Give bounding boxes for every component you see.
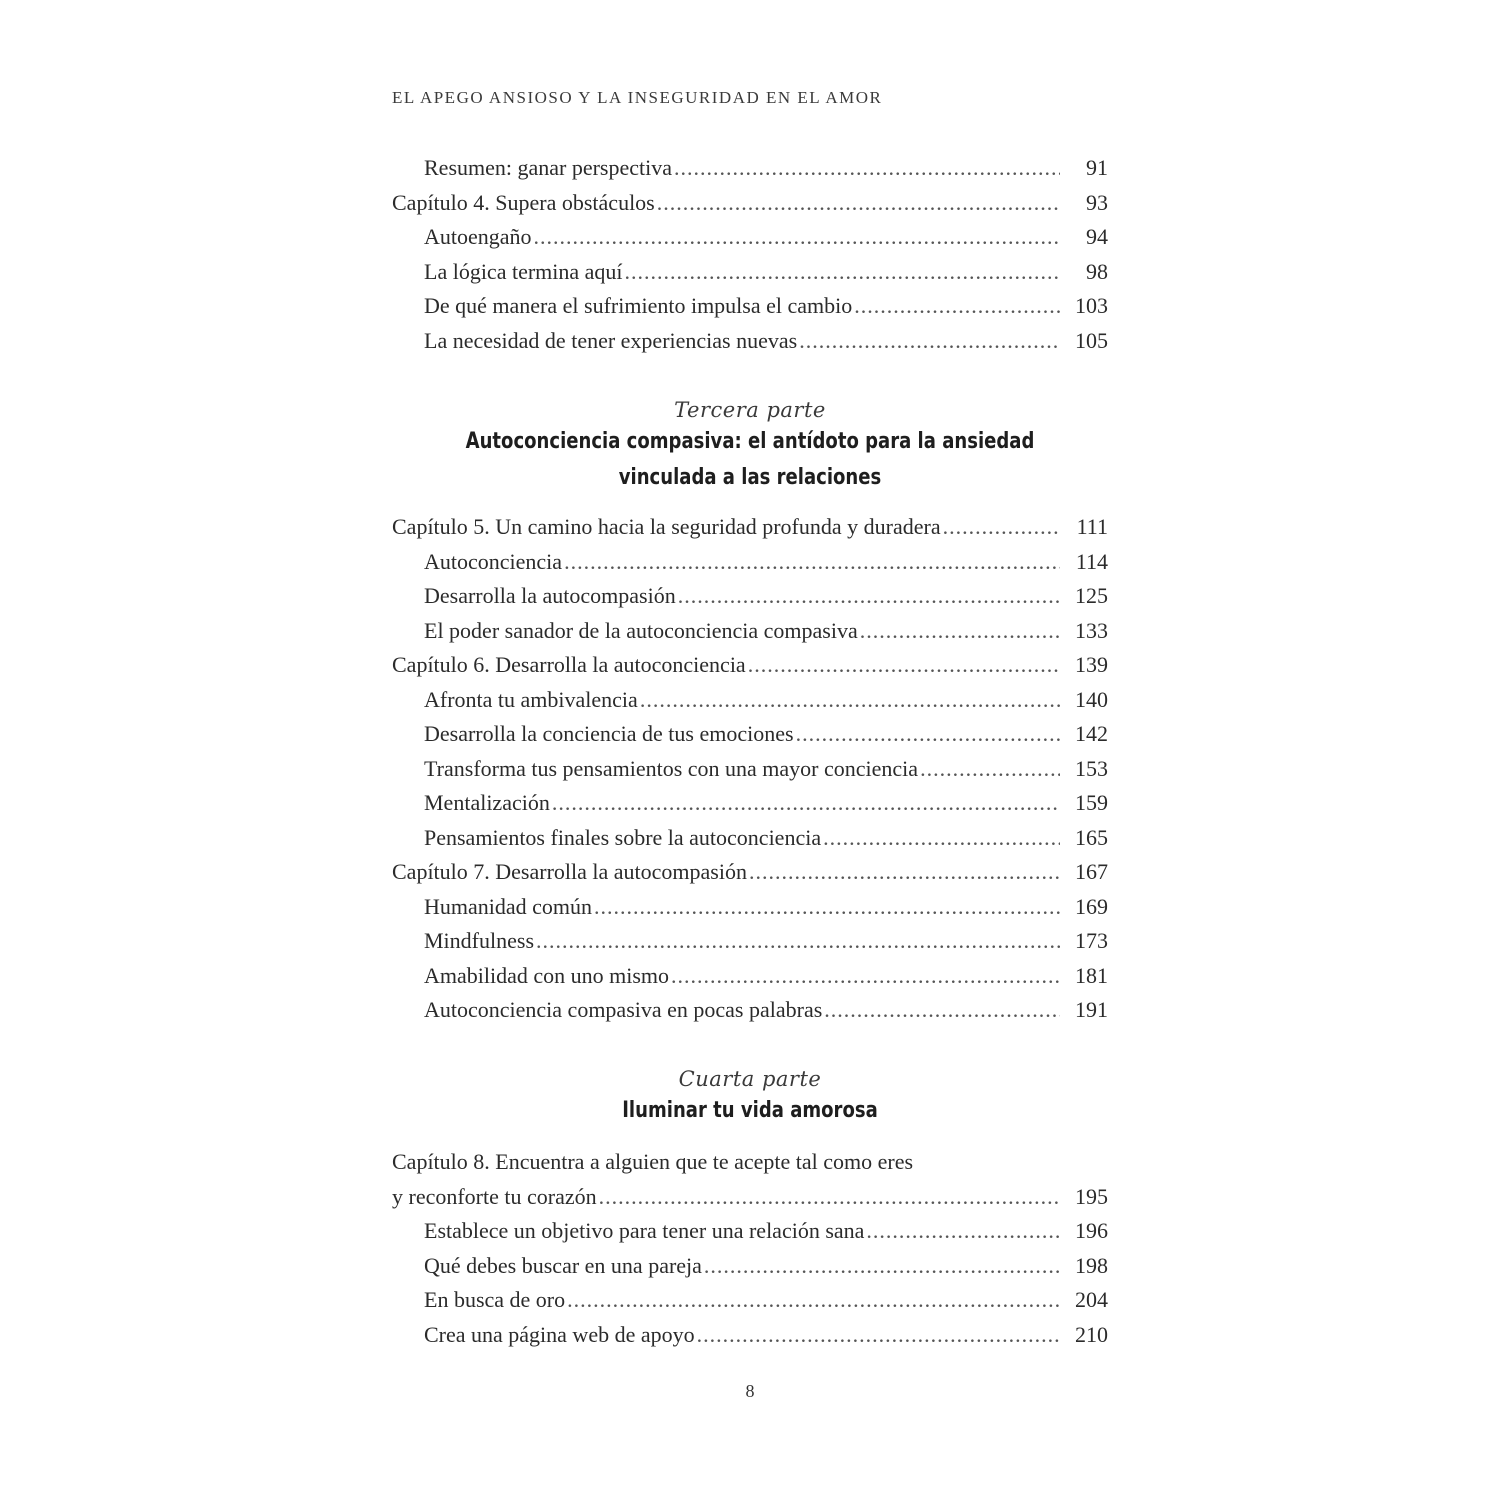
toc-entry-title: Capítulo 7. Desarrolla la autocompasión [392, 859, 747, 884]
toc-entry[interactable] [392, 1318, 1108, 1353]
dot-leader [599, 1180, 1060, 1215]
dot-leader [823, 821, 1060, 856]
toc-entry-title: Pensamientos finales sobre la autoconciencia [424, 824, 822, 850]
dot-leader [625, 255, 1060, 290]
dot-leader [678, 579, 1060, 614]
toc-section-b [392, 510, 1108, 1028]
toc-entry[interactable] [392, 1249, 1108, 1284]
toc-entry-page: 195 [1075, 1183, 1108, 1209]
part-title: Iluminar tu vida amorosa [622, 1098, 878, 1123]
toc-entry[interactable] [392, 890, 1108, 925]
toc-entry-page: 167 [1075, 859, 1108, 884]
toc-entry[interactable] [392, 289, 1108, 324]
toc-entry-title: Autoconciencia [424, 548, 563, 574]
toc-entry-title: Resumen: ganar perspectiva [424, 155, 673, 180]
toc-entry-title: Capítulo 6. Desarrolla la autoconciencia [392, 652, 746, 677]
dot-leader [657, 186, 1060, 221]
part-title: Autoconciencia compasiva: el antídoto para la ansiedad [465, 429, 1035, 454]
toc-entry-page: 125 [1075, 583, 1108, 608]
dot-leader [697, 1318, 1060, 1353]
part-label: Tercera parte [674, 398, 826, 422]
dot-leader [943, 510, 1060, 545]
toc-entry-page: 133 [1075, 617, 1108, 643]
toc-entry-title: Desarrolla la conciencia de tus emociones [424, 721, 794, 746]
toc-entry[interactable] [392, 324, 1108, 359]
running-head: EL APEGO ANSIOSO Y LA INSEGURIDAD EN EL AMOR [392, 88, 883, 107]
dot-leader [594, 890, 1060, 925]
toc-entry-title: De qué manera el sufrimiento impulsa el cambio [424, 293, 853, 318]
toc-entry-page: 105 [1075, 327, 1108, 353]
dot-leader [674, 151, 1060, 186]
toc-entry-title: En busca de oro [424, 1287, 566, 1312]
toc-section-c [392, 1145, 1108, 1352]
toc-entry-title: Establece un objetivo para tener una relación sana [424, 1218, 865, 1243]
toc-entry-title: Qué debes buscar en una pareja [424, 1252, 702, 1278]
toc-entry[interactable] [392, 786, 1108, 821]
toc-entry-page: 111 [1076, 514, 1108, 539]
toc-entry[interactable] [392, 1214, 1108, 1249]
toc-entry-title: La lógica termina aquí [424, 258, 623, 284]
toc-entry[interactable] [392, 220, 1108, 255]
part-four-heading [392, 1065, 1108, 1129]
toc-section-a [392, 151, 1108, 358]
toc-entry-page: 98 [1086, 258, 1108, 284]
toc-entry-page: 142 [1075, 721, 1108, 746]
dot-leader [749, 855, 1060, 890]
toc-entry-title: Desarrolla la autocompasión [424, 583, 676, 608]
toc-entry-title: Afronta tu ambivalencia [424, 686, 638, 712]
toc-entry-page: 165 [1075, 824, 1108, 850]
dot-leader [824, 993, 1060, 1028]
toc-entry-page: 114 [1075, 548, 1108, 574]
dot-leader [640, 683, 1060, 718]
toc-entry-page: 93 [1086, 189, 1108, 215]
toc-entry-title: Autoengaño [424, 224, 532, 249]
toc-entry[interactable] [392, 993, 1108, 1028]
toc-chapter-continuation[interactable] [392, 1180, 1108, 1215]
toc-entry-title: Amabilidad con uno mismo [424, 962, 670, 988]
part-title: vinculada a las relaciones [618, 465, 882, 490]
toc-entry-page: 210 [1075, 1321, 1108, 1347]
toc-entry[interactable] [392, 821, 1108, 856]
toc-entry[interactable] [392, 255, 1108, 290]
toc-entry[interactable] [392, 545, 1108, 580]
toc-entry-page: 153 [1075, 755, 1108, 781]
page-number: 8 [745, 1381, 755, 1401]
dot-leader [920, 752, 1060, 787]
toc-chapter[interactable] [392, 648, 1108, 683]
toc-entry-title: Mentalización [424, 790, 550, 815]
dot-leader [564, 545, 1060, 580]
part-label: Cuarta parte [678, 1067, 822, 1091]
dot-leader [748, 648, 1060, 683]
toc-entry-title: Capítulo 8. Encuentra a alguien que te acepte tal como eres [392, 1149, 914, 1174]
toc-entry-title: Capítulo 4. Supera obstáculos [392, 189, 655, 215]
toc-entry[interactable] [392, 151, 1108, 186]
toc-entry-page: 94 [1086, 224, 1108, 249]
toc-entry-page: 204 [1075, 1287, 1108, 1312]
toc-chapter[interactable] [392, 510, 1108, 545]
dot-leader [854, 289, 1060, 324]
toc-entry-page: 198 [1075, 1252, 1108, 1278]
toc-entry-title: Transforma tus pensamientos con una mayor conciencia [424, 755, 919, 781]
dot-leader [536, 924, 1060, 959]
dot-leader [567, 1283, 1060, 1318]
toc-entry-title: Capítulo 5. Un camino hacia la seguridad profunda y duradera [392, 514, 941, 539]
toc-entry-title: y reconforte tu corazón [392, 1183, 597, 1209]
toc-entry[interactable] [392, 924, 1108, 959]
toc-entry[interactable] [392, 683, 1108, 718]
toc-entry[interactable] [392, 717, 1108, 752]
toc-entry[interactable] [392, 959, 1108, 994]
toc-entry-page: 191 [1075, 997, 1108, 1022]
toc-entry[interactable] [392, 579, 1108, 614]
toc-entry-page: 91 [1086, 155, 1108, 180]
toc-entry-page: 103 [1075, 293, 1108, 318]
toc-entry-page: 196 [1075, 1218, 1108, 1243]
toc-chapter[interactable] [392, 186, 1108, 221]
part-three-heading [392, 396, 1108, 496]
dot-leader [799, 324, 1060, 359]
toc-entry-page: 169 [1075, 893, 1108, 919]
toc-entry-title: El poder sanador de la autoconciencia compasiva [424, 617, 858, 643]
toc-chapter[interactable] [392, 855, 1108, 890]
toc-entry-page: 181 [1075, 962, 1108, 988]
toc-entry[interactable] [392, 1283, 1108, 1318]
toc-entry-page: 159 [1075, 790, 1108, 815]
dot-leader [552, 786, 1060, 821]
toc-entry-title: Autoconciencia compasiva en pocas palabras [424, 997, 823, 1022]
toc-chapter[interactable] [392, 1145, 1108, 1180]
toc-entry[interactable] [392, 614, 1108, 649]
toc-entry-page: 139 [1075, 652, 1108, 677]
toc-entry-page: 173 [1075, 928, 1108, 953]
dot-leader [534, 220, 1060, 255]
book-page [392, 0, 1108, 1500]
toc-entry-title: La necesidad de tener experiencias nuevas [424, 327, 798, 353]
dot-leader [796, 717, 1060, 752]
toc-entry-title: Crea una página web de apoyo [424, 1321, 695, 1347]
toc-entry-page: 140 [1075, 686, 1108, 712]
dot-leader [860, 614, 1060, 649]
toc-entry-title: Mindfulness [424, 928, 534, 953]
dot-leader [866, 1214, 1060, 1249]
dot-leader [704, 1249, 1060, 1284]
dot-leader [671, 959, 1060, 994]
toc-entry[interactable] [392, 752, 1108, 787]
toc-entry-title: Humanidad común [424, 893, 593, 919]
